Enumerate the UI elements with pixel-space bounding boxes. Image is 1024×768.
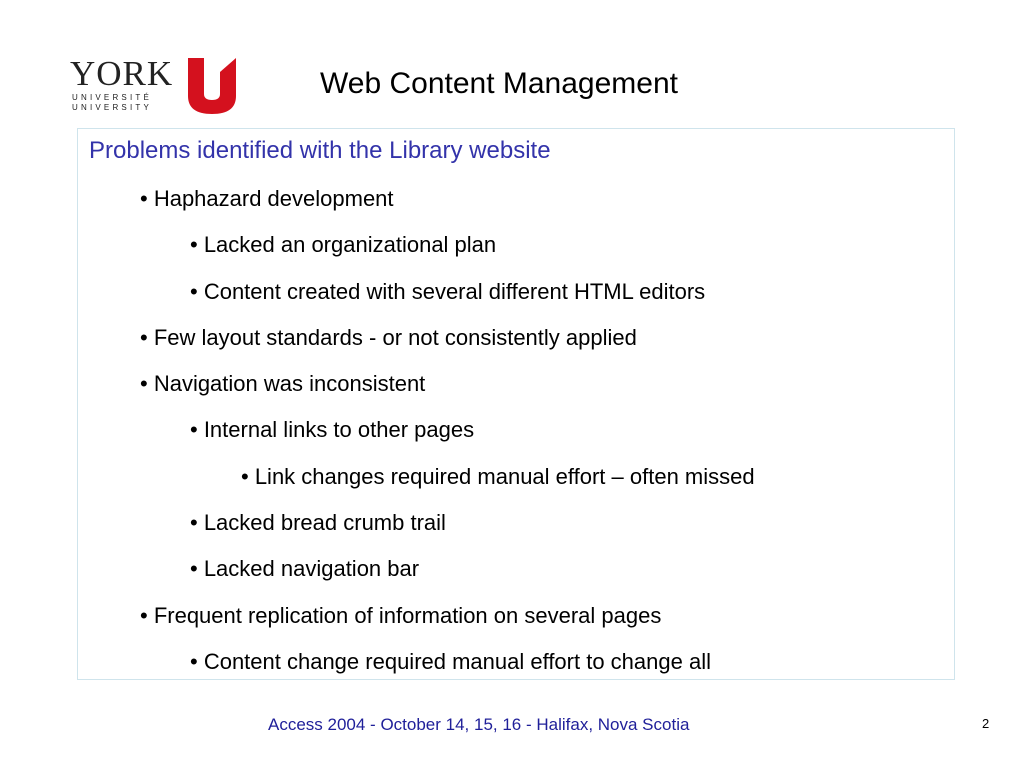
slide-title: Web Content Management [320,67,678,100]
section-heading: Problems identified with the Library website [89,137,551,164]
bullet-item-level-1: • Frequent replication of information on several pages [140,602,662,628]
bullet-item-level-2: • Lacked an organizational plan [190,232,497,258]
logo-wordmark: YORK [70,54,174,93]
bullet-item-level-3: • Link changes required manual effort – often missed [241,463,755,489]
york-u-mark-icon [186,58,238,114]
york-university-logo [70,56,240,116]
bullet-list [0,183,1024,692]
bullet-item-level-1: • Few layout standards - or not consistently applied [140,324,637,350]
bullet-item-level-1: • Navigation was inconsistent [140,371,426,397]
footer-text: Access 2004 - October 14, 15, 16 - Halifax, Nova Scotia [268,715,690,734]
bullet-item-level-2: • Content created with several different HTML editors [190,278,706,304]
bullet-item-level-1: • Haphazard development [140,186,394,211]
bullet-item-level-2: • Lacked navigation bar [190,556,420,582]
page-number: 2 [982,716,990,731]
bullet-item-level-2: • Content change required manual effort to change all [190,648,711,674]
bullet-item-level-2: • Lacked bread crumb trail [190,510,446,536]
bullet-item-level-2: • Internal links to other pages [190,417,475,443]
logo-line-english: UNIVERSITY [72,103,153,112]
logo-line-french: UNIVERSITÉ [72,93,153,102]
